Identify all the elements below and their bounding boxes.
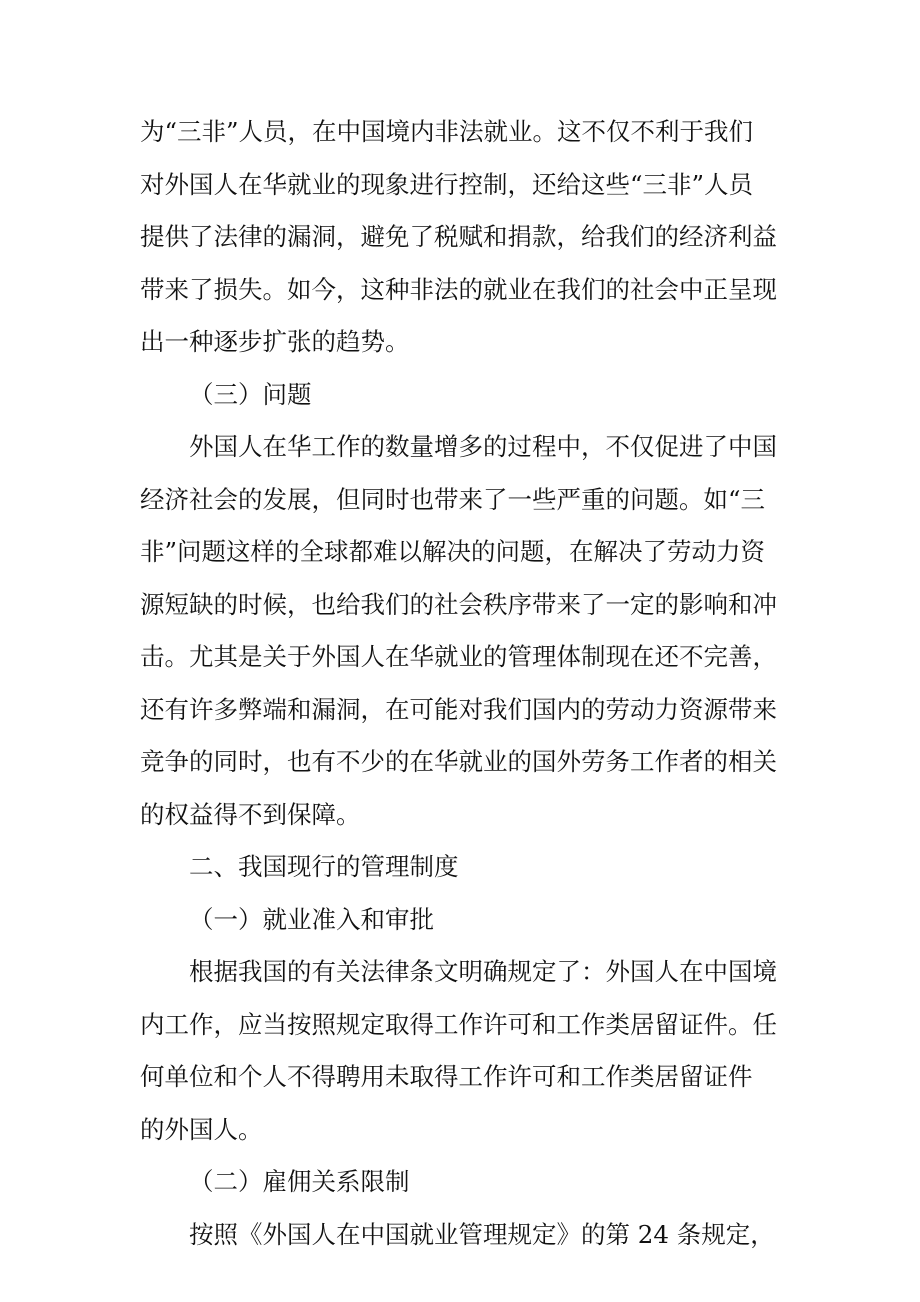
text-line: 何单位和个人不得聘用未取得工作许可和工作类居留证件 <box>140 1062 753 1091</box>
text-line: 击。尤其是关于外国人在华就业的管理体制现在还不完善， <box>140 642 777 671</box>
text-line: 外国人在华工作的数量增多的过程中，不仅促进了中国 <box>189 432 777 461</box>
text-line: 还有许多弊端和漏洞，在可能对我们国内的劳动力资源带来 <box>140 694 777 724</box>
document-body <box>140 106 790 1261</box>
text-line: 经济社会的发展，但同时也带来了一些严重的问题。如“三 <box>140 484 766 514</box>
text-line: 带来了损失。如今，这种非法的就业在我们的社会中正呈现 <box>140 274 777 304</box>
section-heading: （一）就业准入和审批 <box>189 904 434 934</box>
text-line: 提供了法律的漏洞，避免了税赋和捐款，给我们的经济利益 <box>140 222 777 251</box>
text-line: 根据我国的有关法律条文明确规定了：外国人在中国境 <box>189 957 777 986</box>
text-line: 出一种逐步扩张的趋势。 <box>140 327 410 356</box>
text-line: 内工作，应当按照规定取得工作许可和工作类居留证件。任 <box>140 1009 777 1039</box>
section-heading: 二、我国现行的管理制度 <box>189 852 459 881</box>
text-line: 的权益得不到保障。 <box>140 799 361 829</box>
text-line: 的外国人。 <box>140 1114 263 1144</box>
section-heading: （三）问题 <box>189 379 312 409</box>
text-line: 非”问题这样的全球都难以解决的问题，在解决了劳动力资 <box>140 537 766 566</box>
section-heading: （二）雇佣关系限制 <box>189 1167 410 1196</box>
text-line: 源短缺的时候，也给我们的社会秩序带来了一定的影响和冲 <box>140 589 777 619</box>
text-line: 对外国人在华就业的现象进行控制，还给这些“三非”人员 <box>140 169 754 199</box>
text-line: 为“三非”人员，在中国境内非法就业。这不仅不利于我们 <box>140 117 754 146</box>
text-line: 竞争的同时，也有不少的在华就业的国外劳务工作者的相关 <box>140 747 777 776</box>
text-line: 按照《外国人在中国就业管理规定》的第 24 条规定， <box>189 1219 775 1249</box>
